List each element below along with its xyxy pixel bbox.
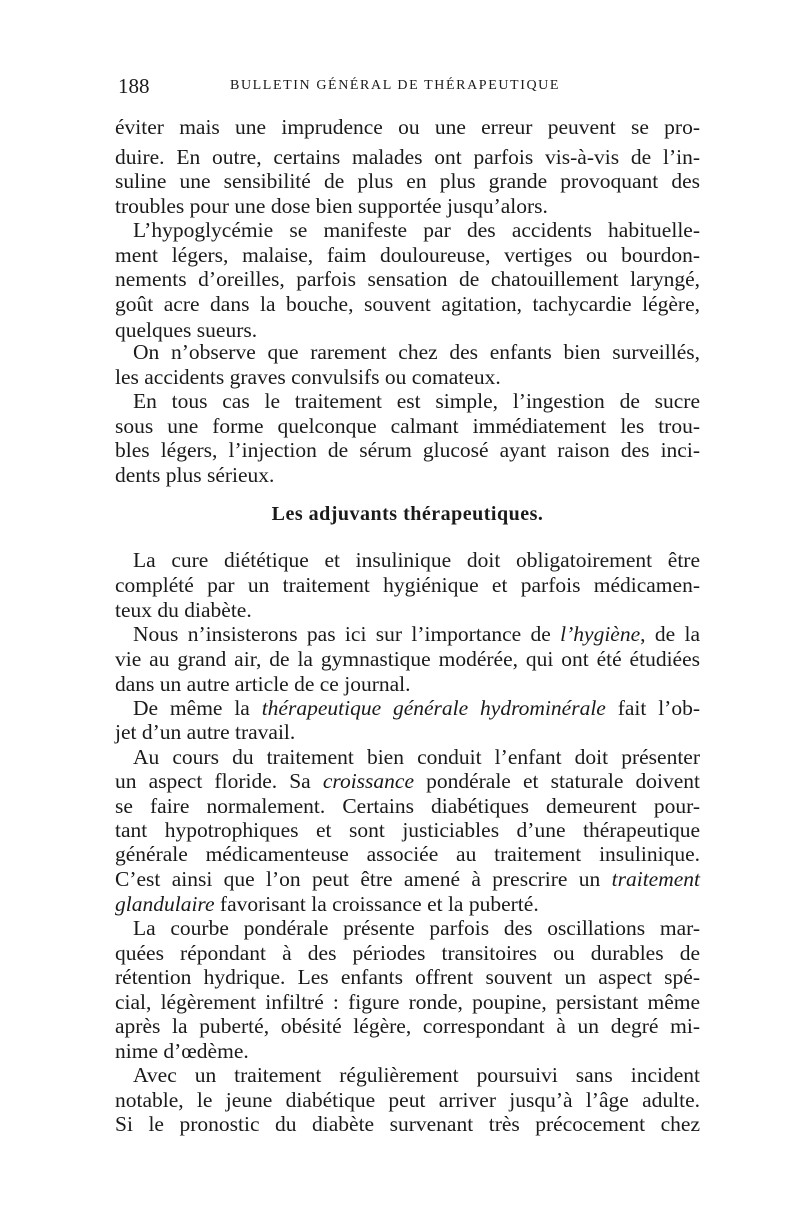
line-italic-text: croissance — [322, 769, 414, 793]
line-text: nements d’oreilles, parfois sensation de chatouillement laryngé, — [115, 267, 700, 291]
line-text: De même la — [133, 696, 262, 720]
text-line — [115, 645, 700, 673]
line-text: En tous cas le traitement est simple, l’ingestion de sucre — [133, 389, 700, 413]
line-text: bles légers, l’injection de sérum glucosé ayant raison des inci- — [115, 438, 700, 462]
text-line — [133, 387, 700, 415]
text-line — [115, 571, 700, 599]
text-line — [115, 436, 700, 464]
running-title: BULLETIN GÉNÉRAL DE THÉRAPEUTIQUE — [230, 78, 561, 93]
text-line — [133, 546, 700, 574]
text-line — [133, 914, 700, 942]
line-italic-text: traitement — [611, 867, 700, 891]
text-line — [115, 1012, 700, 1040]
line-text: La courbe pondérale présente parfois des oscillations mar- — [133, 916, 700, 940]
line-text: Au cours du traitement bien conduit l’enfant doit présenter — [133, 745, 700, 769]
line-text: éviter mais une imprudence ou une erreur peuvent se pro- — [115, 115, 700, 139]
text-line — [115, 1110, 700, 1138]
line-text: quées répondant à des périodes transitoires ou durables de — [115, 941, 700, 965]
text-line — [115, 767, 700, 795]
line-text: Avec un traitement régulièrement poursuivi sans incident — [133, 1063, 700, 1087]
page-number: 188 — [118, 74, 150, 98]
line-text: se faire normalement. Certains diabétiques demeurent pour- — [115, 794, 700, 818]
line-text: Si le pronostic du diabète survenant très précocement chez — [115, 1112, 700, 1136]
line-text: complété par un traitement hygiénique et parfois médicamen- — [115, 573, 700, 597]
section-heading: Les adjuvants thérapeutiques. — [271, 503, 544, 525]
line-text: jet d’un autre travail. — [115, 720, 296, 744]
text-line — [133, 216, 700, 244]
line-text: C’est ainsi que l’on peut être amené à prescrire un — [115, 867, 612, 891]
line-text: vie au grand air, de la gymnastique modérée, qui ont été étudiées — [115, 647, 700, 671]
text-line — [133, 338, 700, 366]
line-text: rétention hydrique. Les enfants offrent souvent un aspect spé- — [115, 965, 700, 989]
line-text: quelques sueurs. — [115, 318, 258, 342]
text-line — [115, 865, 700, 893]
line-text: L’hypoglycémie se manifeste par des accidents habituelle- — [133, 218, 700, 242]
text-line — [115, 718, 700, 746]
line-text: nime d’œdème. — [115, 1039, 249, 1063]
line-text-after: fait l’ob- — [605, 696, 700, 720]
line-text: un aspect floride. Sa — [115, 769, 323, 793]
line-text-after: pondérale et staturale doivent — [413, 769, 700, 793]
text-line — [115, 840, 700, 868]
line-text: notable, le jeune diabétique peut arriver jusqu’à l’âge adulte. — [115, 1088, 700, 1112]
line-italic-text: thérapeutique générale hydrominérale — [261, 696, 606, 720]
line-text: teux du diabète. — [115, 598, 252, 622]
text-line — [133, 1061, 700, 1089]
page-header — [118, 74, 698, 98]
text-line — [133, 620, 700, 648]
line-text: Nous n’insisterons pas ici sur l’importance de — [133, 622, 561, 646]
line-text-after: , de la — [640, 622, 700, 646]
text-line — [115, 963, 700, 991]
line-text: les accidents graves convulsifs ou comateux. — [115, 365, 501, 389]
line-text: dans un autre article de ce journal. — [115, 672, 411, 696]
line-text: sous une forme quelconque calmant immédiatement les trou- — [115, 414, 700, 438]
text-line — [115, 290, 700, 318]
line-text-after: favorisant la croissance et la puberté. — [214, 892, 539, 916]
line-text: duire. En outre, certains malades ont parfois vis-à-vis de l’in- — [115, 145, 700, 169]
line-text: ment légers, malaise, faim douloureuse, vertiges ou bourdon- — [115, 243, 700, 267]
line-text: cial, légèrement infiltré : figure ronde, poupine, persistant même — [115, 990, 700, 1014]
line-italic-text: glandulaire — [115, 892, 215, 916]
text-line — [115, 461, 700, 489]
line-text: générale médicamenteuse associée au traitement insulinique. — [115, 842, 700, 866]
line-text: La cure diététique et insulinique doit obligatoirement être — [133, 548, 700, 572]
line-text: On n’observe que rarement chez des enfants bien surveillés, — [133, 340, 700, 364]
line-italic-text: l’hygiène — [560, 622, 641, 646]
text-line — [115, 265, 700, 293]
line-text: suline une sensibilité de plus en plus grande provoquant des — [115, 169, 700, 193]
line-text: troubles pour une dose bien supportée jusqu’alors. — [115, 194, 548, 218]
text-line — [115, 113, 700, 141]
line-text: après la puberté, obésité légère, correspondant à un degré mi- — [115, 1014, 700, 1038]
line-text: dents plus sérieux. — [115, 463, 275, 487]
text-line — [115, 167, 700, 195]
line-text: goût acre dans la bouche, souvent agitation, tachycardie légère, — [115, 292, 700, 316]
line-text: tant hypotrophiques et sont justiciables d’une thérapeutique — [115, 818, 700, 842]
